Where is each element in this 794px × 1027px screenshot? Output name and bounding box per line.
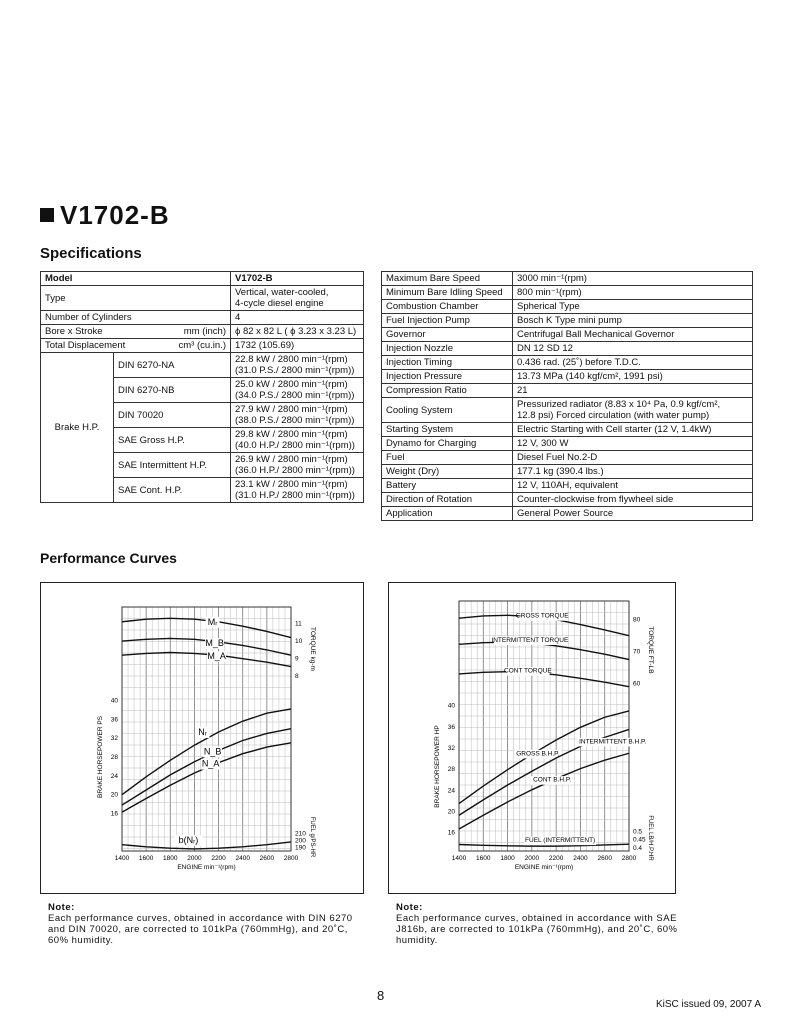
series-label: CONT TORQUE (504, 667, 552, 675)
spec-unit: cm³ (cu.in.) (178, 340, 226, 351)
spec-value: Electric Starting with Cell starter (12 V, 1.4kW) (513, 423, 753, 437)
spec-value: Bosch K Type mini pump (513, 314, 753, 328)
brake-value-hp: (40.0 H.P./ 2800 min⁻¹(rpm)) (235, 440, 355, 451)
spec-label: Maximum Bare Speed (382, 272, 513, 286)
fuel-tick-label: 0.45 (633, 836, 646, 844)
brake-value (231, 353, 364, 378)
fuel-tick-label: 200 (295, 837, 306, 845)
x-tick-label: 2800 (283, 855, 299, 862)
power-tick-label: 40 (447, 702, 455, 710)
spec-value: 13.73 MPa (140 kgf/cm², 1991 psi) (513, 370, 753, 384)
spec-label: Minimum Bare Idling Speed (382, 286, 513, 300)
spec-row (382, 286, 753, 300)
spec-row-type (41, 286, 364, 311)
spec-label: Fuel (382, 451, 513, 465)
series-label: INTERMITTENT TORQUE (491, 636, 569, 644)
spec-row-cylinders (41, 311, 364, 325)
brake-hp-label: Brake H.P. (41, 353, 114, 503)
square-bullet-icon (40, 208, 54, 222)
spec-row-bore-stroke (41, 325, 364, 339)
series-label: Nᵣ (198, 727, 207, 738)
brake-standard: DIN 6270-NB (114, 378, 231, 403)
torque-tick-label: 8 (295, 673, 299, 681)
spec-row (382, 398, 753, 423)
spec-row (382, 423, 753, 437)
spec-label-text: Bore x Stroke (45, 326, 103, 337)
spec-label: Governor (382, 328, 513, 342)
spec-row (382, 465, 753, 479)
x-tick-label: 1800 (500, 855, 515, 862)
x-tick-label: 1600 (476, 855, 491, 862)
spec-value: 12 V, 110AH, equivalent (513, 479, 753, 493)
spec-label (41, 325, 231, 339)
fuel-tick-label: 210 (295, 830, 306, 838)
spec-value: Counter-clockwise from flywheel side (513, 493, 753, 507)
spec-row (382, 437, 753, 451)
spec-label: Direction of Rotation (382, 493, 513, 507)
brake-value-kw: 22.8 kW / 2800 min⁻¹(rpm) (235, 354, 348, 365)
spec-value: 1732 (105.69) (231, 339, 364, 353)
power-axis-label: BRAKE HORSEPOWER PS (97, 716, 104, 798)
spec-value (231, 286, 364, 311)
note-text: Each performance curves, obtained in accordance with DIN 6270 and DIN 70020, are corrected to 101kPa (760mmHg), and 20˚C, 60% humidity. (48, 913, 353, 946)
spec-value-line1: Vertical, water-cooled, (235, 287, 329, 298)
brake-value-kw: 23.1 kW / 2800 min⁻¹(rpm) (235, 479, 348, 490)
series-label: M_A (207, 651, 226, 662)
brake-value-hp: (31.0 H.P./ 2800 min⁻¹(rpm)) (235, 490, 355, 501)
power-tick-label: 36 (110, 716, 118, 724)
spec-row (382, 451, 753, 465)
power-tick-label: 16 (110, 810, 118, 818)
x-tick-label: 2800 (621, 855, 637, 862)
spec-label: Dynamo for Charging (382, 437, 513, 451)
brake-value (231, 428, 364, 453)
spec-value: 177.1 kg (390.4 lbs.) (513, 465, 753, 479)
torque-axis-label: TORQUE kg-m (309, 627, 316, 671)
x-tick-label: 1600 (138, 855, 154, 862)
spec-row (382, 314, 753, 328)
x-axis-label: ENGINE min⁻¹(rpm) (514, 864, 574, 871)
brake-standard: SAE Gross H.P. (114, 428, 231, 453)
torque-tick-label: 70 (633, 648, 641, 656)
brake-value-kw: 26.9 kW / 2800 min⁻¹(rpm) (235, 454, 348, 465)
specifications-heading: Specifications (40, 245, 142, 262)
spec-value: 3000 min⁻¹(rpm) (513, 272, 753, 286)
spec-label: Starting System (382, 423, 513, 437)
x-tick-label: 2000 (187, 855, 202, 862)
spec-value: Spherical Type (513, 300, 753, 314)
note-sae (396, 902, 696, 946)
power-tick-label: 20 (447, 808, 455, 816)
series-label: GROSS B.H.P. (516, 750, 560, 758)
spec-row (382, 342, 753, 356)
spec-label: Weight (Dry) (382, 465, 513, 479)
brake-value-ps: (34.0 P.S./ 2800 min⁻¹(rpm)) (235, 390, 355, 401)
spec-row (382, 272, 753, 286)
spec-value: ϕ 82 x 82 L ( ϕ 3.23 x 3.23 L) (231, 325, 364, 339)
brake-value (231, 403, 364, 428)
spec-value-line1: Pressurized radiator (8.83 x 10⁴ Pa, 0.9 kgf/cm², (517, 399, 721, 410)
note-din (48, 902, 368, 946)
spec-value: General Power Source (513, 507, 753, 521)
brake-standard: DIN 6270-NA (114, 353, 231, 378)
spec-label (41, 339, 231, 353)
spec-label: Compression Ratio (382, 384, 513, 398)
brake-value-ps: (38.0 P.S./ 2800 min⁻¹(rpm)) (235, 415, 355, 426)
series-label: N_B (203, 746, 222, 757)
torque-tick-label: 11 (295, 620, 302, 628)
series-label: FUEL (INTERMITTENT) (525, 837, 596, 845)
spec-row (382, 356, 753, 370)
note-title: Note: (48, 902, 75, 913)
brake-value-kw: 25.0 kW / 2800 min⁻¹(rpm) (235, 379, 348, 390)
brake-standard: SAE Cont. H.P. (114, 478, 231, 503)
series-label: b(Nᵣ) (178, 834, 199, 845)
spec-value: 4 (231, 311, 364, 325)
fuel-tick-label: 0.5 (633, 828, 643, 836)
spec-label: Fuel Injection Pump (382, 314, 513, 328)
series-label: N_A (201, 758, 220, 769)
spec-row (382, 479, 753, 493)
brake-standard: SAE Intermittent H.P. (114, 453, 231, 478)
series-label: CONT B.H.P. (533, 776, 572, 784)
series-label: INTERMITTENT B.H.P. (579, 738, 647, 746)
spec-value: DN 12 SD 12 (513, 342, 753, 356)
model-title (40, 200, 170, 231)
spec-table-left (40, 271, 364, 503)
brake-standard: DIN 70020 (114, 403, 231, 428)
power-axis-label: BRAKE HORSEPOWER HP (434, 725, 441, 808)
spec-unit: mm (inch) (183, 326, 226, 337)
note-title: Note: (396, 902, 423, 913)
spec-value-line2: 12.8 psi) Forced circulation (with water pump) (517, 410, 710, 421)
brake-value-kw: 27.9 kW / 2800 min⁻¹(rpm) (235, 404, 348, 415)
power-tick-label: 28 (110, 754, 118, 761)
x-tick-label: 2200 (548, 855, 564, 862)
spec-label: Cooling System (382, 398, 513, 423)
brake-value-kw: 29.8 kW / 2800 min⁻¹(rpm) (235, 429, 348, 440)
spec-row (382, 328, 753, 342)
spec-label: Injection Timing (382, 356, 513, 370)
power-tick-label: 36 (447, 723, 455, 731)
power-tick-label: 16 (447, 829, 455, 837)
power-tick-label: 24 (447, 787, 455, 795)
x-axis-label: ENGINE min⁻¹(rpm) (177, 864, 236, 871)
torque-axis-label: TORQUE FT-LB (647, 626, 654, 674)
x-tick-label: 2400 (235, 855, 250, 862)
spec-label-text: Total Displacement (45, 340, 126, 351)
power-tick-label: 32 (110, 735, 118, 743)
x-tick-label: 2600 (259, 855, 275, 862)
x-tick-label: 1400 (114, 855, 130, 862)
fuel-tick-label: 190 (295, 844, 306, 852)
torque-tick-label: 80 (633, 616, 641, 624)
spec-value: 12 V, 300 W (513, 437, 753, 451)
spec-table-right (381, 271, 753, 521)
performance-chart-sae-svg (389, 583, 675, 893)
model-title-text: V1702-B (60, 200, 170, 230)
power-tick-label: 20 (110, 791, 118, 799)
performance-chart-sae (388, 582, 676, 894)
brake-value (231, 478, 364, 503)
spec-label: Injection Pressure (382, 370, 513, 384)
brake-value (231, 378, 364, 403)
torque-tick-label: 9 (295, 655, 299, 663)
torque-tick-label: 10 (295, 638, 303, 646)
series-label: M_B (205, 637, 224, 648)
brake-value-ps: (31.0 P.S./ 2800 min⁻¹(rpm)) (235, 365, 355, 376)
fuel-axis-label: FUEL g/PS-HR (309, 816, 315, 858)
spec-value: Centrifugal Ball Mechanical Governor (513, 328, 753, 342)
performance-curves-heading: Performance Curves (40, 550, 177, 566)
page-number: 8 (377, 988, 385, 1003)
performance-chart-din-svg (41, 583, 363, 893)
brake-value (231, 453, 364, 478)
spec-value (513, 398, 753, 423)
footer-issued: KiSC issued 09, 2007 A (656, 999, 762, 1010)
spec-label: Combustion Chamber (382, 300, 513, 314)
spec-value: Diesel Fuel No.2-D (513, 451, 753, 465)
spec-row (382, 507, 753, 521)
x-tick-label: 2200 (211, 855, 226, 862)
spec-label: Battery (382, 479, 513, 493)
performance-chart-din (40, 582, 364, 894)
spec-row (382, 384, 753, 398)
x-tick-label: 2000 (524, 855, 540, 862)
spec-row (382, 300, 753, 314)
fuel-tick-label: 0.4 (633, 844, 643, 852)
series-label: GROSS TORQUE (515, 612, 569, 620)
spec-label: Injection Nozzle (382, 342, 513, 356)
spec-value: 21 (513, 384, 753, 398)
brake-value-hp: (36.0 H.P./ 2800 min⁻¹(rpm)) (235, 465, 355, 476)
spec-label: Type (41, 286, 231, 311)
x-tick-label: 2400 (573, 855, 588, 862)
spec-value: 0.436 rad. (25˚) before T.D.C. (513, 356, 753, 370)
x-tick-label: 1800 (163, 855, 178, 862)
spec-value: 800 min⁻¹(rpm) (513, 286, 753, 300)
power-tick-label: 40 (110, 697, 118, 705)
x-tick-label: 1400 (451, 855, 467, 862)
spec-label: Application (382, 507, 513, 521)
fuel-axis-label: FUEL LB/H.P.HR (647, 815, 653, 861)
note-text: Each performance curves, obtained in accordance with SAE J816b, are corrected to 101kPa (760mmHg), and 20˚C, 60% humidity. (396, 913, 678, 946)
power-tick-label: 24 (110, 772, 118, 780)
header-model-value: V1702-B (231, 272, 364, 286)
power-tick-label: 28 (447, 766, 455, 774)
header-model-label: Model (41, 272, 231, 286)
x-tick-label: 2600 (597, 855, 612, 862)
spec-row (382, 370, 753, 384)
spec-table-header-row (41, 272, 364, 286)
power-tick-label: 32 (447, 744, 455, 752)
series-label: Mᵣ (207, 616, 218, 627)
torque-tick-label: 60 (633, 680, 641, 688)
spec-value-line2: 4-cycle diesel engine (235, 298, 324, 309)
spec-label: Number of Cylinders (41, 311, 231, 325)
brake-row (41, 353, 364, 378)
spec-row (382, 493, 753, 507)
spec-row-displacement (41, 339, 364, 353)
